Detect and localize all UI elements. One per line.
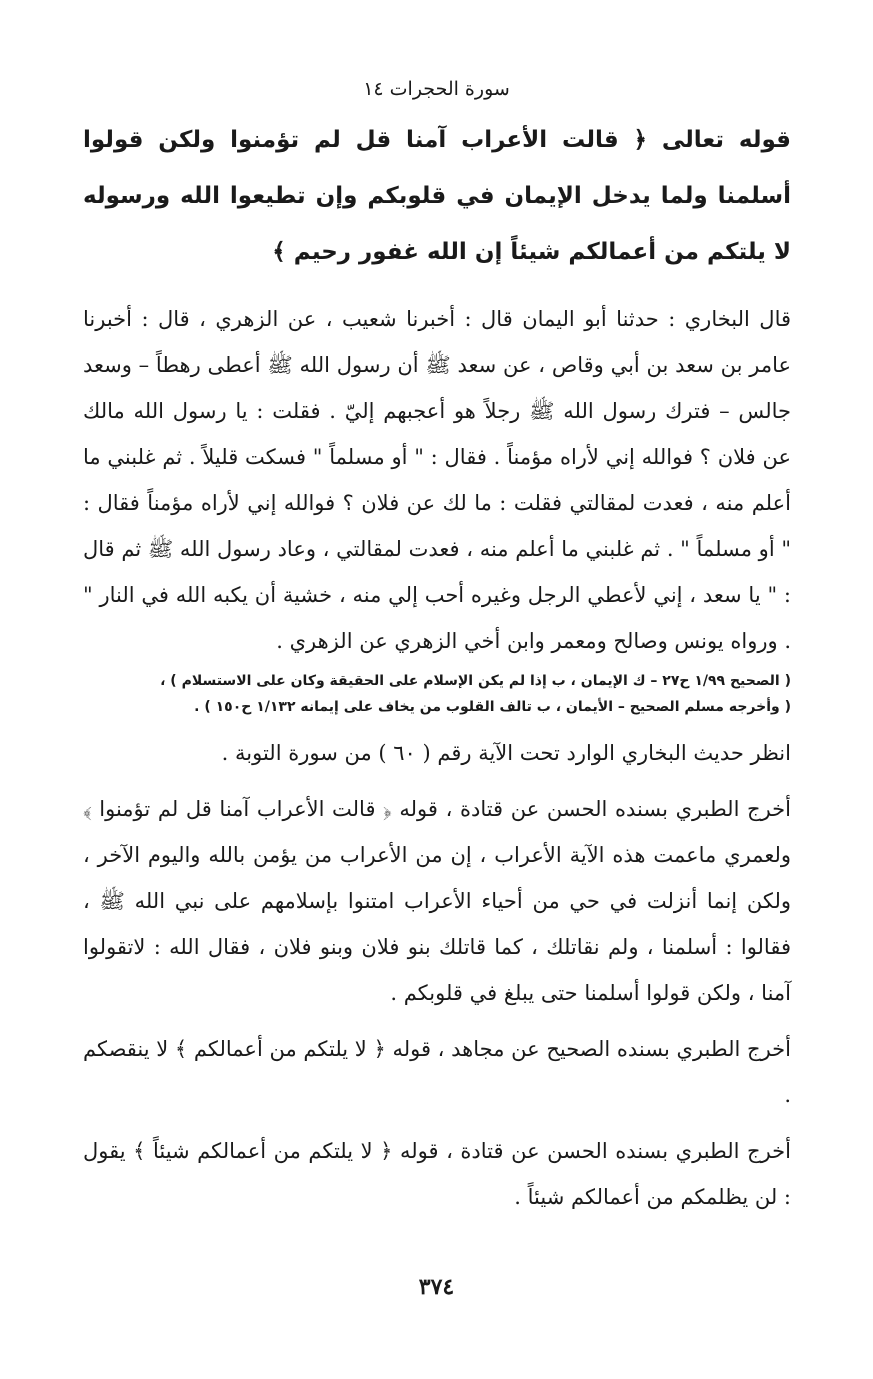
reference-line-muslim: ( وأخرجه مسلم الصحيح – الأيمان ، ب تالف القلوب من يخاف على إيمانه ١/١٣٢ ح١٥٠ ) . <box>194 699 791 715</box>
quranic-verse: قوله تعالى ﴿ قالت الأعراب آمنا قل لم تؤمنوا ولكن قولوا أسلمنا ولما يدخل الإيمان في قلوبكم وإن تطيعوا الله ورسوله لا يلتكم من أعمالكم شيئاً إن الله غفور رحيم ﴾ <box>83 127 791 265</box>
references-block <box>83 668 791 720</box>
page-body <box>83 112 791 1220</box>
see-also-paragraph: انظر حديث البخاري الوارد تحت الآية رقم ( ٦٠ ) من سورة التوبة . <box>221 741 791 765</box>
tabari-qatada-paragraph: أخرج الطبري بسنده الحسن عن قتادة ، قوله ﴿ قالت الأعراب آمنا قل لم تؤمنوا ﴾ ولعمري ماعمت هذه الآية الأعراب ، إن من الأعراب من يؤمن بالله واليوم الآخر ، ولكن إنما أنزلت في حي من أحياء الأعراب امتنوا بإسلامهم على نبي الله ﷺ ، فقالوا : أسلمنا ، ولم نقاتلك ، كما قاتلك بنو فلان وبنو فلان ، فقال الله : لاتقولوا آمنا ، ولكن قولوا أسلمنا حتى يبلغ في قلوبكم . <box>83 797 791 1005</box>
reference-line-sahih: ( الصحيح ١/٩٩ ح٢٧ – ك الإيمان ، ب إذا لم يكن الإسلام على الحقيقة وكان على الاستسلام ) ، <box>160 673 791 689</box>
tabari-mujahid-paragraph: أخرج الطبري بسنده الصحيح عن مجاهد ، قوله ﴿ لا يلتكم من أعمالكم ﴾ لا ينقصكم . <box>83 1037 791 1107</box>
running-header: سورة الحجرات ١٤ <box>363 78 510 100</box>
page-number: ٣٧٤ <box>418 1274 455 1300</box>
bukhari-hadith-paragraph: قال البخاري : حدثنا أبو اليمان قال : أخبرنا شعيب ، عن الزهري ، قال : أخبرنا عامر بن سعد بن أبي وقاص ، عن سعد ﷺ أن رسول الله ﷺ أعطى رهطاً – وسعد جالس – فترك رسول الله ﷺ رجلاً هو أعجبهم إليّ . فقلت : يا رسول الله مالك عن فلان ؟ فوالله إني لأراه مؤمناً . فقال : " أو مسلماً " فسكت قليلاً . ثم غلبني ما أعلم منه ، فعدت لمقالتي فقلت : ما لك عن فلان ؟ فوالله إني لأراه مؤمناً فقال : " أو مسلماً " . ثم غلبني ما أعلم منه ، فعدت لمقالتي ، وعاد رسول الله ﷺ ثم قال : " يا سعد ، إني لأعطي الرجل وغيره أحب إلي منه ، خشية أن يكبه الله في النار " . ورواه يونس وصالح ومعمر وابن أخي الزهري عن الزهري . <box>83 307 792 653</box>
tabari-qatada-second-paragraph: أخرج الطبري بسنده الحسن عن قتادة ، قوله ﴿ لا يلتكم من أعمالكم شيئاً ﴾ يقول : لن يظلمكم من أعمالكم شيئاً . <box>83 1139 792 1209</box>
